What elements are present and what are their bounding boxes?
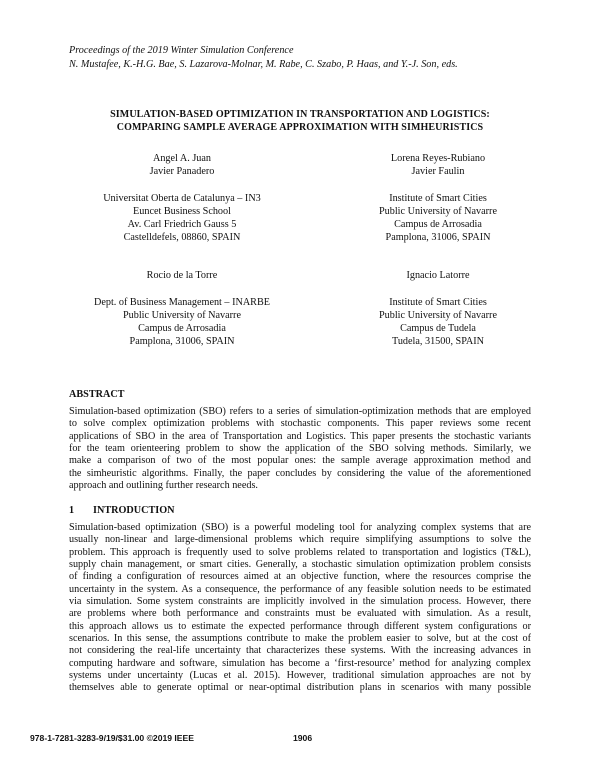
author-name: Javier Faulin: [411, 166, 465, 178]
affiliation-line: Euncet Business School: [133, 205, 231, 217]
affiliation-line: Av. Carl Friedrich Gauss 5: [127, 219, 237, 231]
author-name: Ignacio Latorre: [406, 270, 470, 281]
affiliation-line: Tudela, 31500, SPAIN: [391, 336, 485, 348]
affiliation-line: Public University of Navarre: [379, 205, 497, 217]
affiliation-line: Campus de Tudela: [400, 322, 476, 334]
affiliation-line: Institute of Smart Cities: [389, 296, 487, 308]
affiliation-line: Pamplona, 31006, SPAIN: [129, 336, 235, 348]
intro-line: this approach allows us to estimate the expected performance through different system configurations or: [69, 620, 531, 632]
affiliation-line: Institute of Smart Cities: [389, 192, 487, 204]
author-block-1: [79, 152, 285, 245]
intro-line: systems under uncertainty (Lucas et al. 2015). However, traditional simulation approaches are not by: [69, 670, 531, 682]
introduction-heading: [69, 505, 175, 516]
intro-line: via simulation. Some system constraints are implicitly involved in the simulation process. However, there: [69, 596, 531, 608]
affiliation-line: Campus de Arrosadia: [138, 322, 226, 334]
proceedings-title: Proceedings of the 2019 Winter Simulation Conference: [69, 45, 294, 56]
paper-title: [69, 108, 531, 134]
section-number: 1: [69, 505, 75, 516]
abstract-line: Simulation-based optimization (SBO) refers to a series of simulation-optimization methods that are employed: [69, 406, 531, 417]
paper-title-line-2: COMPARING SAMPLE AVERAGE APPROXIMATION WITH SIMHEURISTICS: [116, 122, 484, 133]
abstract-line: make a comparison of two of the most popular ones: the sample average approximation method and: [69, 455, 531, 467]
intro-line: themselves able to generate optimal or near-optimal distribution plans in scenarios with many possible: [69, 682, 531, 694]
paper-title-line-1: SIMULATION-BASED OPTIMIZATION IN TRANSPORTATION AND LOGISTICS:: [110, 109, 490, 120]
abstract-line: approach and outlining further research needs.: [69, 480, 258, 492]
section-title: INTRODUCTION: [93, 505, 175, 516]
abstract-heading: ABSTRACT: [69, 389, 125, 400]
affiliation-line: Pamplona, 31006, SPAIN: [385, 232, 491, 244]
abstract-line: to solve complex optimization problems with stochastic components. This paper reviews some recent: [69, 418, 531, 430]
intro-line: are problems where both performance and constraints must be evaluated with simulation. As a result,: [69, 608, 531, 620]
proceedings-header: [69, 44, 458, 72]
intro-line: of finding a configuration of resources aimed at an objective function, where the resources comprise the: [69, 571, 531, 583]
proceedings-editors: N. Mustafee, K.-H.G. Bae, S. Lazarova-Molnar, M. Rabe, C. Szabo, P. Haas, and Y.-J. Son, eds.: [69, 59, 458, 70]
affiliation-line: Universitat Oberta de Catalunya – IN3: [103, 192, 261, 204]
affiliation-line: Public University of Navarre: [123, 309, 241, 321]
abstract-line: applications of SBO in the area of Transportation and Logistics. This paper presents the stochastic variants: [69, 430, 531, 442]
affiliation-line: Dept. of Business Management – INARBE: [94, 296, 270, 308]
footer-isbn: 978-1-7281-3283-9/19/$31.00 ©2019 IEEE: [30, 733, 195, 743]
affiliation-line: Public University of Navarre: [379, 309, 497, 321]
abstract-line: the simheuristic algorithms. Finally, the paper concludes by considering the value of the aforementioned: [69, 467, 531, 479]
intro-line: computing hardware and software, simulation has become a ‘first-resource’ method for analyzing complex: [69, 657, 531, 669]
author-name: Lorena Reyes-Rubiano: [390, 153, 486, 164]
intro-line: not considering the real-life uncertainty that characterizes these systems. With the increasing advances in: [69, 645, 531, 657]
affiliation-line: Castelldefels, 08860, SPAIN: [123, 232, 241, 244]
intro-line: uncertainty in the system. As a consequence, the performance of any feasible solution needs to be estimated: [69, 583, 531, 595]
abstract-text: [69, 406, 531, 492]
intro-line: Simulation-based optimization (SBO) is a powerful modeling tool for analyzing complex systems that are: [69, 522, 531, 533]
introduction-text: [69, 522, 531, 695]
affiliation-line: Campus de Arrosadia: [394, 219, 482, 231]
intro-line: supply chain management, or smart cities. Generally, a stochastic simulation optimization problem consists: [69, 559, 531, 571]
author-name: Javier Panadero: [149, 166, 215, 178]
author-block-3: [79, 269, 285, 348]
intro-line: scenarios. In this sense, the assumptions contribute to make the problem easier to solve, but at the cost of: [69, 633, 531, 645]
author-block-4: [335, 269, 541, 348]
page-number: 1906: [293, 733, 313, 743]
intro-line: usually non-linear and large-dimensional problems which require simplifying assumptions to solve the: [69, 534, 531, 546]
author-name: Rocio de la Torre: [146, 270, 218, 281]
author-block-2: [335, 152, 541, 245]
author-name: Angel A. Juan: [152, 153, 211, 164]
abstract-line: for the team orienteering problem to show the application of the SBO solving methods. Similarly, we: [69, 443, 531, 455]
intro-line: problem. This approach is frequently used to solve problems related to transportation and logistics (T&L),: [69, 546, 531, 558]
